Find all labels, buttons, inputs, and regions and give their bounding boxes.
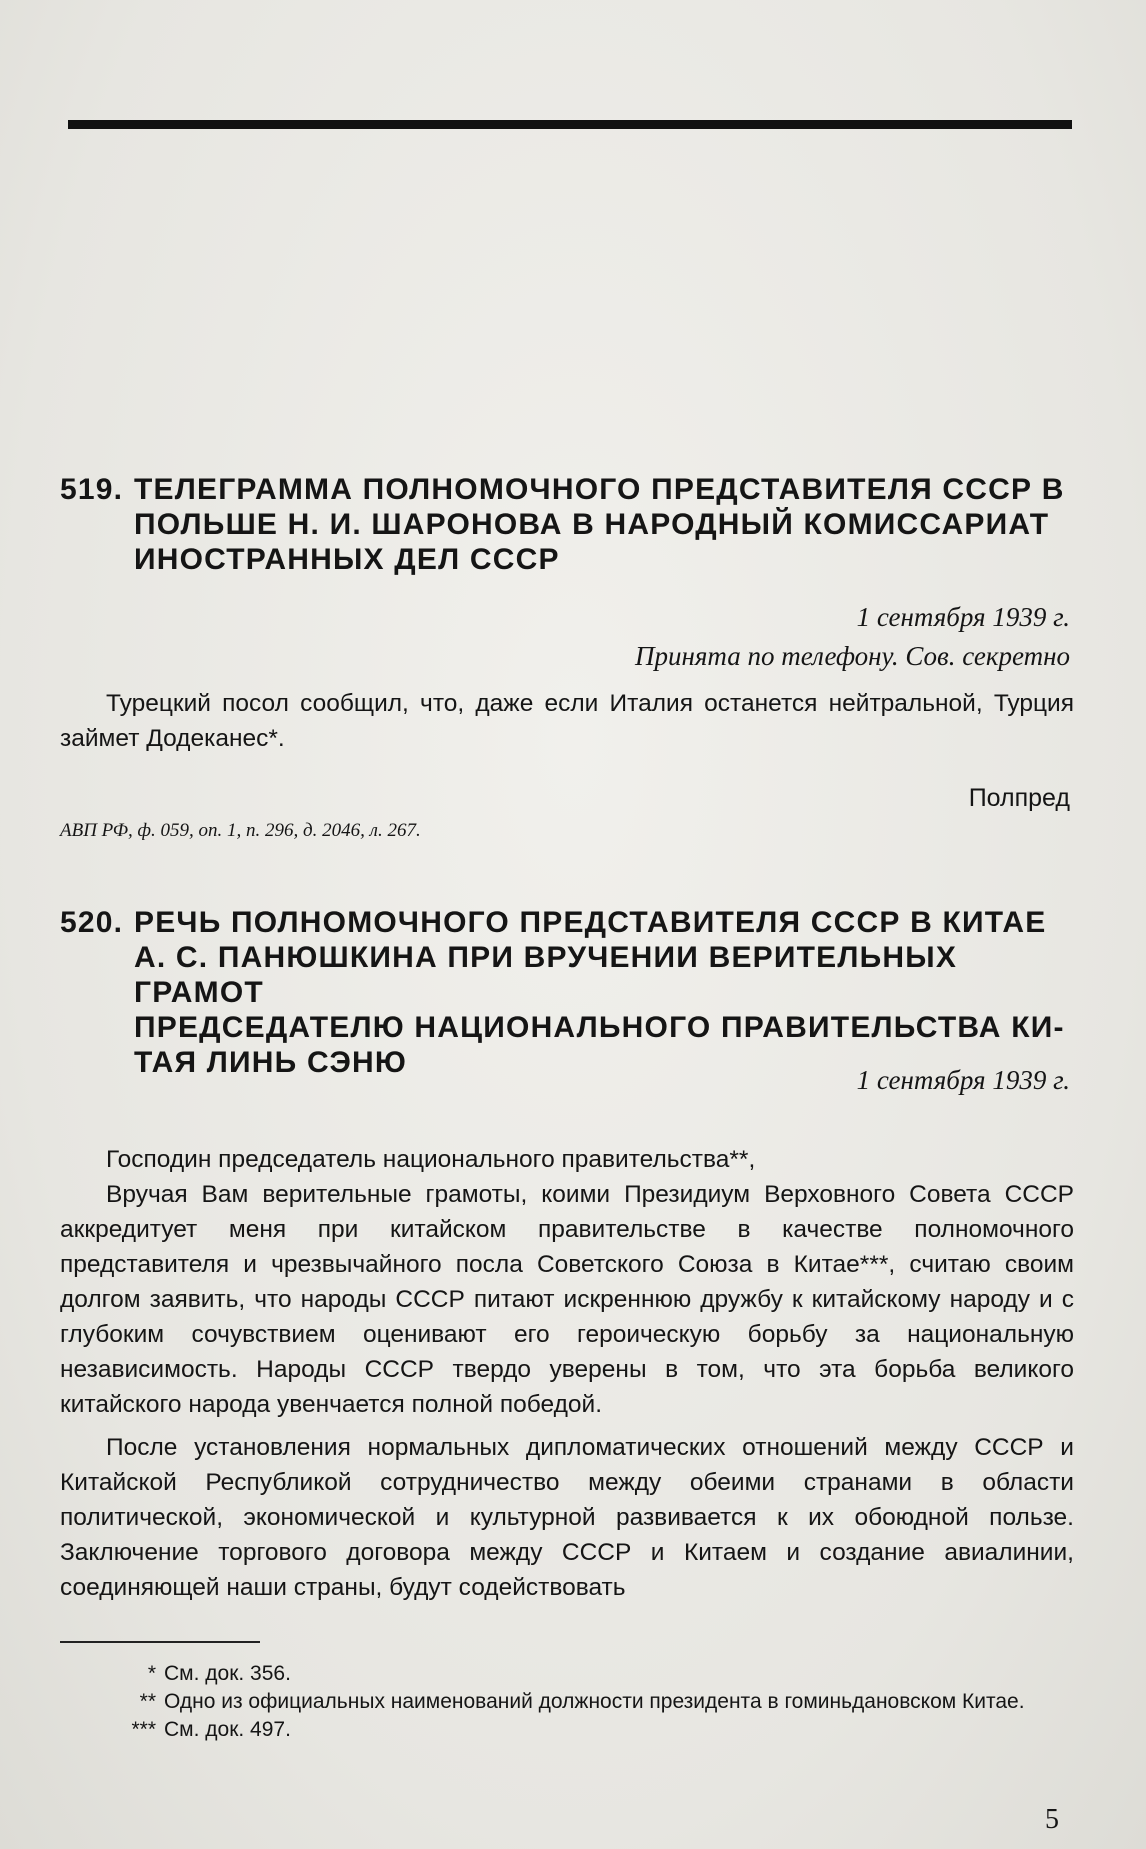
- doc-520-title: 520. РЕЧЬ ПОЛНОМОЧНОГО ПРЕДСТАВИТЕЛЯ СССР В КИТАЕ А. С. ПАНЮШКИНА ПРИ ВРУЧЕНИИ ВЕРИТЕЛЬНЫХ ГРАМОТ ПРЕДСЕДАТЕЛЮ НАЦИОНАЛЬНОГО ПРАВИТЕЛЬСТВА КИ- ТАЯ ЛИНЬ СЭНЮ: [60, 906, 1065, 1079]
- doc-519-note: Принята по телефону. Сов. секретно: [634, 641, 1070, 671]
- doc-520-paragraph-2: После установления нормальных дипломатических отношений между СССР и Китайской Республикой сотрудничество между обеими странами в области политической, экономической и культурной развивается к их обоюдной пользе. Заключение торгового договора между СССР и Китаем и создание авиалинии, соединяющей наши страны, будут содействовать: [60, 1434, 1074, 1601]
- doc-519-number: 519.: [60, 473, 124, 506]
- doc-519-signature: Полпред: [968, 784, 1070, 812]
- footnotes: [60, 1660, 1074, 1744]
- doc-520-salutation: Господин председатель национального правительства**,: [106, 1146, 756, 1173]
- footnote-1: * См. док. 356.: [147, 1662, 291, 1685]
- doc-519-body: Турецкий посол сообщил, что, даже если Италия останется нейтральной, Турция займет Додеканес*.: [60, 690, 1074, 752]
- doc-519-archive-source: АВП РФ, ф. 059, оп. 1, п. 296, д. 2046, л. 267.: [60, 820, 421, 841]
- doc-520-heading: [60, 905, 1074, 1080]
- footnote-3: *** См. док. 497.: [131, 1718, 291, 1741]
- doc-519-date: 1 сентября 1939 г.: [856, 602, 1070, 632]
- footnote-rule: [60, 1641, 260, 1643]
- doc-520-paragraph-1: Вручая Вам верительные грамоты, коими Президиум Верховного Совета СССР аккредитует меня при китайском правительстве в качестве полномочного представителя и чрезвычайного посла Советского Союза в Китае***, считаю своим долгом заявить, что народы СССР питают искреннюю дружбу к китайскому народу и с глубоким сочувствием оценивают его героическую борьбу за национальную независимость. Народы СССР твердо уверены в том, что эта борьба великого китайского народа увенчается полной победой.: [60, 1181, 1074, 1418]
- footnote-2: ** Одно из официальных наименований должности президента в гоминьдановском Китае.: [139, 1690, 1025, 1713]
- doc-520-date: 1 сентября 1939 г.: [856, 1065, 1070, 1095]
- header-rule: [68, 120, 1072, 129]
- doc-519-heading: [60, 472, 1074, 577]
- page-number: 5: [1045, 1804, 1059, 1835]
- doc-520-number: 520.: [60, 906, 124, 939]
- doc-519-title: 519. ТЕЛЕГРАММА ПОЛНОМОЧНОГО ПРЕДСТАВИТЕЛЯ СССР В ПОЛЬШЕ Н. И. ШАРОНОВА В НАРОДНЫЙ КОМИССАРИАТ ИНОСТРАННЫХ ДЕЛ СССР: [60, 473, 1065, 576]
